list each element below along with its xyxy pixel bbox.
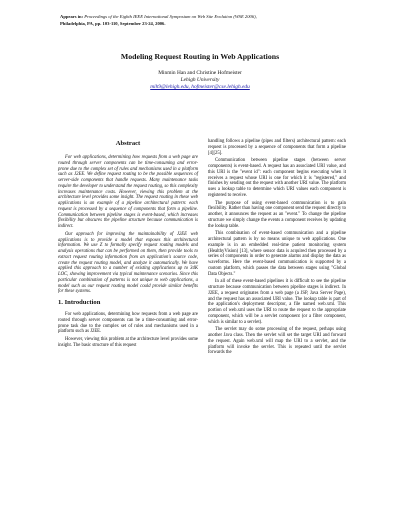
- introduction-heading: 1. Introduction: [58, 299, 101, 306]
- introduction-section: [58, 299, 198, 349]
- body-paragraph: handling follows a pipeline (pipes and filters) architectural pattern: each request is processed by a sequence of components that form a pipeline [4][25].: [208, 139, 346, 156]
- right-column: [208, 139, 346, 358]
- body-paragraph: This combination of event-based communication and a pipeline architectural pattern is by no means unique to web applications. One example is in an embedded real-time patient monitoring system (HealthyVision) [13], where sensor data is acquired then processed by a series of components in order to generate alarms and display the data as waveforms. Here the event-based communication is supported by a custom platform, which passes the data between stages using "Global Data Objects.": [208, 231, 346, 277]
- paper-title: Modeling Request Routing in Web Applications: [120, 52, 280, 61]
- body-paragraph: However, viewing this problem at the architecture level provides some insight. The basic structure of this request: [58, 337, 198, 348]
- abstract-paragraph: Our approach for improving the maintainability of J2EE web applications is to provide a model that exposes this architectural information. We use Z to formally specify request routing models and analysis operations that can be performed on them, then provide tools to extract request routing information from an application's source code, create the request routing model, and analyze it automatically. We have applied this approach to a number of existing applications up to 34K LOC, showing improvement via typical maintenance scenarios. Since this particular combination of patterns is not unique to web applications, a model such as our request routing model could provide similar benefits for these systems.: [58, 231, 198, 295]
- appears-in-prefix: Appears in:: [60, 14, 84, 19]
- author-emails[interactable]: mih9@lehigh.edu, hofmeister@cse.lehigh.edu: [150, 84, 250, 91]
- abstract-paragraph: For web applications, determining how requests from a web page are routed through server components can be time-consuming and error-prone due to the complex set of rules and mechanisms used in a platform such as J2EE. We define request routing to be the possible sequences of server-side components that handle requests. Many maintenance tasks require the developer to understand the request routing, so this complexity increases maintenance costs. However, viewing this problem at the architecture level provides some insight. The request routing in these web applications is an example of a pipeline architectural pattern: each request is processed by a sequence of components that form a pipeline. Communication between pipeline stages is event-based, which increases flexibility but obscures the pipeline structure because communication is indirect.: [58, 155, 198, 229]
- author-block: [0, 70, 400, 92]
- left-column: [58, 140, 198, 351]
- body-paragraph: In all of these event-based pipelines it is difficult to see the pipeline structure because communication between pipeline stages is indirect. In J2EE, a request originates from a web page (a JSP, Java Server Page), and the request has an associated URI value. The lookup table is part of the application's deployment descriptor, a file named web.xml. This portion of web.xml uses the URI to route the request to the appropriate component, which will be a servlet component (or a filter component, which is similar to a servlet).: [208, 279, 346, 325]
- body-paragraph: Communication between pipeline stages (between server components) is event-based. A request has an associated URI value, and this URI is the "event id": each component begins executing when it receives a request whose URI is one for which it is "registered," and finishes by sending out the request with another URI value. The platform uses a lookup table to determine which URI values each component is registered to receive.: [208, 158, 346, 198]
- body-paragraph: The servlet may do some processing of the request, perhaps using another Java class. Then the servlet will set the target URI and forward the request. Again web.xml will map the URI to a servlet, and the platform will invoke the servlet. This is repeated until the servlet forwards the: [208, 327, 346, 356]
- abstract-heading: Abstract: [115, 140, 141, 147]
- body-paragraph: For web applications, determining how requests from a web page are routed through server components can be a time-consuming and error-prone task due to the complex set of rules and mechanisms used in a platform such as J2EE.: [58, 312, 198, 335]
- body-paragraph: The purpose of using event-based communication is to gain flexibility. Rather than having one component send the request directly to another, it announces the request as an "event." To change the pipeline structure we simply change the events a component receives by updating the lookup table.: [208, 200, 346, 229]
- author-affiliation: Lehigh University: [180, 77, 220, 84]
- venue-header: [60, 14, 350, 27]
- abstract-section: [58, 140, 198, 295]
- author-names: Minmin Han and Christine Hofmeister: [158, 70, 242, 76]
- location-dates: Philadelphia, PA, pp. 103-110, September 23-24, 2006.: [60, 20, 166, 26]
- proceedings-name: Proceedings of the Eighth IEEE International Symposium on Web Site Evolution (WSE 2006),: [84, 14, 257, 19]
